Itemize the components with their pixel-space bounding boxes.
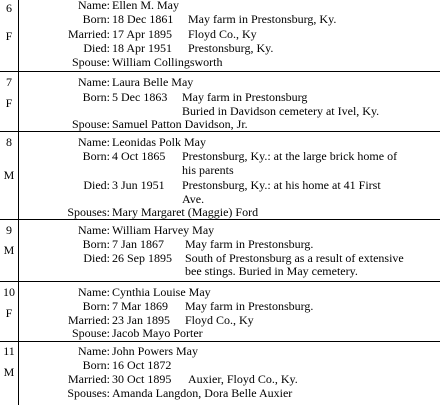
- field-value: Leonidas Polk May: [112, 135, 206, 149]
- field-value: 30 Oct 1895: [112, 372, 172, 386]
- field-value: William Collingsworth: [112, 55, 223, 69]
- field-label: Born:: [82, 149, 110, 163]
- field-label: Died:: [83, 178, 110, 192]
- place-note: May farm in Prestonsburg: [182, 90, 308, 104]
- record-number: 11: [3, 344, 15, 358]
- field-label: Name:: [78, 285, 110, 299]
- record-sex: M: [3, 365, 15, 379]
- record-number-column: [0, 342, 19, 405]
- field-label: Died:: [83, 251, 110, 265]
- field-value: 5 Dec 1863: [112, 90, 168, 104]
- record-row-7: [0, 71, 440, 131]
- field-label: Spouse:: [71, 55, 110, 69]
- field-value: William Harvey May: [112, 223, 215, 237]
- field-label: Married:: [68, 313, 110, 327]
- field-value: Ellen M. May: [112, 0, 179, 12]
- field-value: Mary Margaret (Maggie) Ford: [112, 205, 259, 219]
- field-label: Name:: [78, 0, 110, 12]
- field-label: Name:: [78, 223, 110, 237]
- record-number-column: [0, 0, 19, 71]
- place-note: Floyd Co., Ky: [185, 313, 254, 327]
- field-label: Married:: [68, 27, 110, 41]
- record-number: 6: [6, 1, 12, 15]
- place-note: Prestonsburg, Ky.: at the large brick home of: [182, 149, 398, 163]
- record-number-column: [0, 282, 19, 341]
- field-value: 7 Jan 1867: [112, 237, 164, 251]
- field-value: 26 Sep 1895: [112, 251, 172, 265]
- field-label: Spouses:: [67, 205, 110, 219]
- field-label: Name:: [78, 135, 110, 149]
- field-label: Spouse:: [71, 117, 110, 131]
- field-label: Born:: [82, 237, 110, 251]
- field-label: Spouse:: [71, 326, 110, 340]
- record-row-9: [0, 219, 440, 281]
- field-value: 7 Mar 1869: [112, 299, 168, 313]
- record-sex: F: [5, 29, 13, 43]
- record-number-column: [0, 132, 19, 219]
- record-number: 9: [6, 223, 12, 237]
- field-value: Amanda Langdon, Dora Belle Auxier: [112, 386, 293, 400]
- record-sex: F: [5, 96, 13, 110]
- field-value: 4 Oct 1865: [112, 149, 166, 163]
- place-note: Prestonsburg, Ky.: at his home at 41 First: [182, 178, 381, 192]
- field-label: Spouses:: [67, 386, 110, 400]
- record-sex: F: [5, 306, 13, 320]
- record-row-10: [0, 281, 440, 341]
- record-number: 7: [6, 75, 12, 89]
- record-number-column: [0, 72, 19, 131]
- record-number: 8: [6, 135, 12, 149]
- field-value: 18 Dec 1861: [112, 12, 174, 26]
- field-value: Jacob Mayo Porter: [112, 326, 203, 340]
- place-note: Prestonsburg, Ky.: [188, 41, 274, 55]
- field-label: Married:: [68, 372, 110, 386]
- record-row-8: [0, 131, 440, 219]
- record-number: 10: [3, 285, 15, 299]
- field-value: 18 Apr 1951: [112, 41, 172, 55]
- place-note: May farm in Prestonsburg, Ky.: [188, 12, 337, 26]
- place-note: bee stings. Buried in May cemetery.: [185, 264, 358, 278]
- field-value: Samuel Patton Davidson, Jr.: [112, 117, 248, 131]
- record-sex: M: [3, 168, 15, 182]
- field-label: Name:: [78, 75, 110, 89]
- place-note: South of Prestonsburg as a result of extensive: [185, 251, 404, 265]
- place-note: May farm in Prestonsburg.: [185, 237, 314, 251]
- field-value: 3 Jun 1951: [112, 178, 165, 192]
- place-note: Buried in Davidson cemetery at Ivel, Ky.: [182, 104, 380, 118]
- field-label: Born:: [82, 358, 110, 372]
- field-value: John Powers May: [112, 344, 198, 358]
- field-label: Died:: [83, 41, 110, 55]
- field-label: Born:: [82, 299, 110, 313]
- field-label: Born:: [82, 90, 110, 104]
- field-label: Born:: [82, 12, 110, 26]
- field-value: 23 Jan 1895: [112, 313, 170, 327]
- place-note: Auxier, Floyd Co., Ky.: [188, 372, 298, 386]
- record-row-6: [0, 0, 440, 71]
- record-sex: M: [3, 243, 15, 257]
- field-value: 17 Apr 1895: [112, 27, 172, 41]
- place-note: Floyd Co., Ky: [188, 27, 257, 41]
- field-value: Cynthia Louise May: [112, 285, 211, 299]
- field-value: Laura Belle May: [112, 75, 194, 89]
- place-note: May farm in Prestonsburg.: [185, 299, 314, 313]
- record-row-11: [0, 341, 440, 405]
- field-label: Name:: [78, 344, 110, 358]
- place-note: Ave.: [182, 192, 205, 206]
- place-note: his parents: [182, 163, 234, 177]
- field-value: 16 Oct 1872: [112, 358, 172, 372]
- record-number-column: [0, 220, 19, 281]
